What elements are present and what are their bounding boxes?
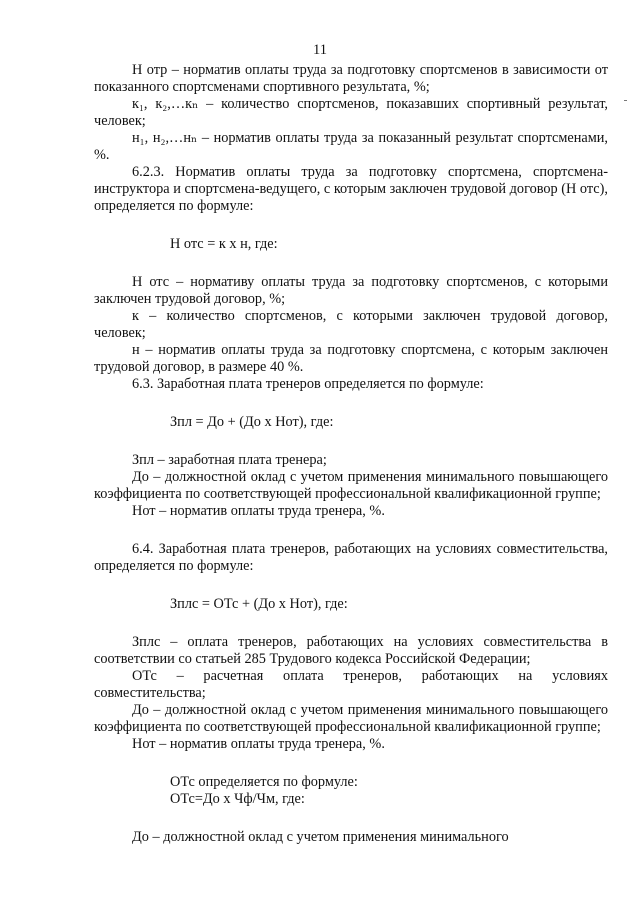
spacer [94, 753, 608, 774]
spacer [94, 613, 608, 634]
spacer [94, 575, 608, 596]
spacer [94, 215, 608, 236]
paragraph-not-definition-2: Нот – норматив оплаты труда тренера, %. [132, 736, 385, 752]
paragraph-ots-intro: ОТс определяется по формуле: [170, 774, 358, 790]
formula-zpl: Зпл = До + (До х Нот), где: [170, 414, 334, 430]
page-number: 11 [313, 42, 327, 58]
paragraph-not-definition: Нот – норматив оплаты труда тренера, %. [132, 503, 385, 519]
spacer [94, 393, 608, 414]
spacer [94, 808, 608, 829]
paragraph-6-4: 6.4. Заработная плата тренеров, работающих на условиях совместительства, определяется по формуле: [94, 541, 608, 574]
spacer [94, 520, 608, 541]
spacer [94, 253, 608, 274]
paragraph-n-otr: Н отр – норматив оплаты труда за подготовку спортсменов в зависимости от показанного спортсменами спортивного результата, %; [94, 62, 608, 95]
paragraph-do-definition: До – должностной оклад с учетом применения минимального повышающего коэффициента по соответствующей профессиональной квалификационной группе; [94, 469, 608, 502]
paragraph-ots-definition: ОТс – расчетная оплата тренеров, работающих на условиях совместительства; [94, 668, 608, 701]
paragraph-k-definition: к – количество спортсменов, с которыми заключен трудовой договор, человек; [94, 308, 608, 341]
paragraph-zpls-definition: Зплс – оплата тренеров, работающих на условиях совместительства в соответствии со статьей 285 Трудового кодекса Российской Федерации; [94, 634, 608, 667]
formula-zpls: Зплс = ОТс + (До х Нот), где: [170, 596, 348, 612]
paragraph-n-ots-definition: Н отс – нормативу оплаты труда за подготовку спортсменов, с которыми заключен трудовой договор, %; [94, 274, 608, 307]
paragraph-6-3: 6.3. Заработная плата тренеров определяется по формуле: [132, 376, 484, 392]
paragraph-do-definition-3: До – должностной оклад с учетом применения минимального [132, 829, 509, 845]
scan-mark [624, 100, 627, 101]
spacer [94, 431, 608, 452]
document-body [94, 62, 608, 846]
paragraph-n-values: н₁, н₂,…нₙ – норматив оплаты труда за показанный результат спортсменами, %. [94, 130, 608, 163]
paragraph-do-definition-2: До – должностной оклад с учетом применения минимального повышающего коэффициента по соответствующей профессиональной квалификационной группе; [94, 702, 608, 735]
paragraph-k-values: к₁, к₂,…кₙ – количество спортсменов, показавших спортивный результат, человек; [94, 96, 608, 129]
formula-n-ots: Н отс = к х н, где: [170, 236, 278, 252]
paragraph-6-2-3: 6.2.3. Норматив оплаты труда за подготовку спортсмена, спортсмена-инструктора и спортсмена-ведущего, с которым заключен трудовой договор (Н отс), определяется по формуле: [94, 164, 608, 214]
paragraph-zpl-definition: Зпл – заработная плата тренера; [132, 452, 327, 468]
formula-ots: ОТс=До х Чф/Чм, где: [170, 791, 305, 807]
paragraph-n-definition: н – норматив оплаты труда за подготовку спортсмена, с которым заключен трудовой договор, в размере 40 %. [94, 342, 608, 375]
